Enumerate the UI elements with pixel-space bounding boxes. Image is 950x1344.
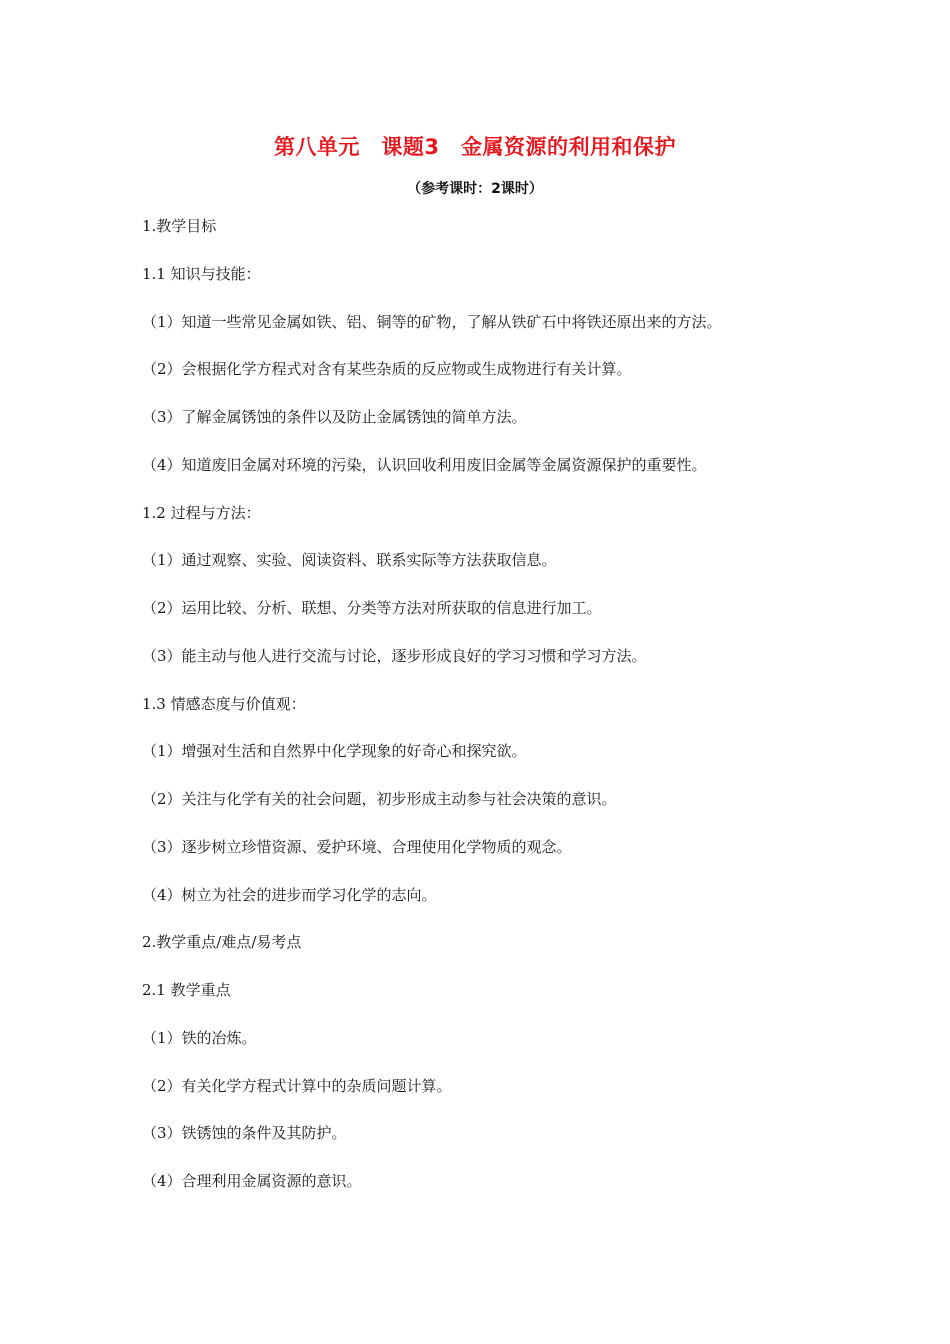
paragraph-line: （3）铁锈蚀的条件及其防护。: [142, 1124, 347, 1142]
section-heading: 2.教学重点/难点/易考点: [142, 933, 302, 951]
subsection-heading: 1.2 过程与方法：: [142, 504, 261, 522]
paragraph-line: （3）能主动与他人进行交流与讨论，逐步形成良好的学习习惯和学习方法。: [142, 647, 647, 665]
subsection-heading: 1.1 知识与技能：: [142, 265, 261, 283]
paragraph-line: （3）了解金属锈蚀的条件以及防止金属锈蚀的简单方法。: [142, 408, 527, 426]
document-subtitle: （参考课时：2课时）: [407, 181, 543, 197]
paragraph-line: （3）逐步树立珍惜资源、爱护环境、合理使用化学物质的观念。: [142, 838, 572, 856]
subsection-heading: 2.1 教学重点: [142, 981, 231, 999]
document-title: 第八单元 课题3 金属资源的利用和保护: [273, 135, 677, 159]
paragraph-line: （1）知道一些常见金属如铁、铝、铜等的矿物，了解从铁矿石中将铁还原出来的方法。: [142, 313, 722, 331]
paragraph-line: （2）会根据化学方程式对含有某些杂质的反应物或生成物进行有关计算。: [142, 360, 632, 378]
paragraph-line: （2）运用比较、分析、联想、分类等方法对所获取的信息进行加工。: [142, 599, 602, 617]
paragraph-line: （4）知道废旧金属对环境的污染，认识回收利用废旧金属等金属资源保护的重要性。: [142, 456, 707, 474]
paragraph-line: （1）增强对生活和自然界中化学现象的好奇心和探究欲。: [142, 742, 527, 760]
paragraph-line: （2）有关化学方程式计算中的杂质问题计算。: [142, 1077, 452, 1095]
paragraph-line: （1）通过观察、实验、阅读资料、联系实际等方法获取信息。: [142, 551, 557, 569]
section-heading: 1.教学目标: [142, 217, 217, 235]
subsection-heading: 1.3 情感态度与价值观：: [142, 695, 306, 713]
paragraph-line: （2）关注与化学有关的社会问题，初步形成主动参与社会决策的意识。: [142, 790, 617, 808]
paragraph-line: （1）铁的冶炼。: [142, 1029, 257, 1047]
paragraph-line: （4）树立为社会的进步而学习化学的志向。: [142, 886, 437, 904]
paragraph-line: （4）合理利用金属资源的意识。: [142, 1172, 362, 1190]
